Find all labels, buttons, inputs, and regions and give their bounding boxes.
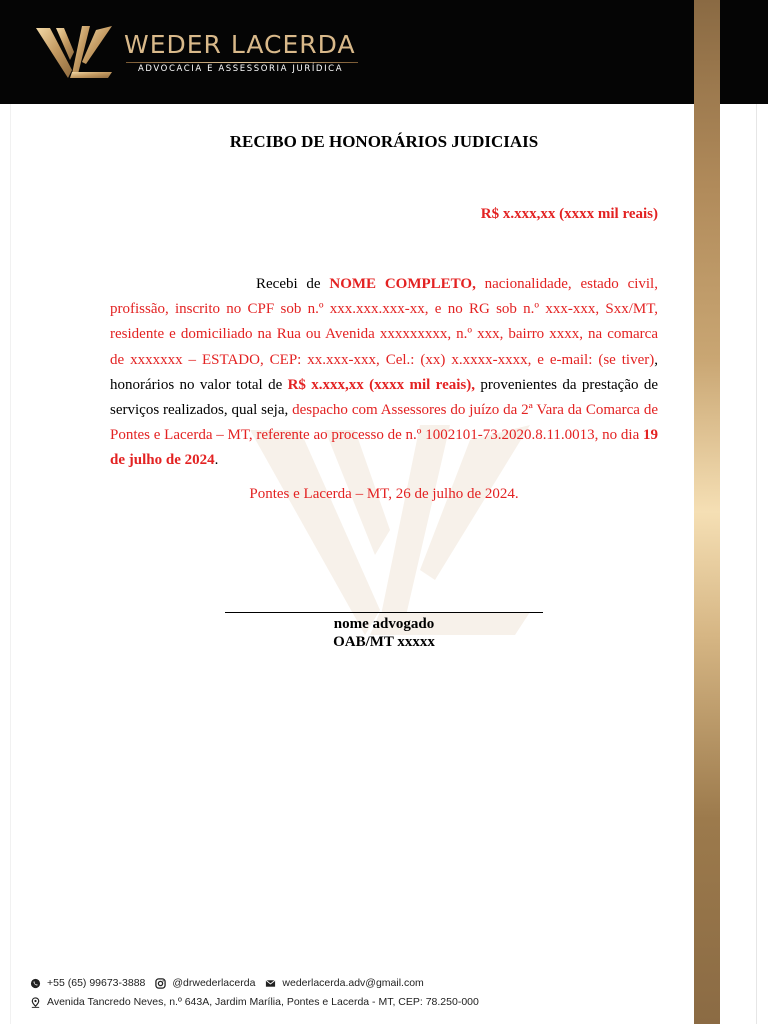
receipt-amount: R$ x.xxx,xx (xxxx mil reais) [480, 206, 658, 222]
page-border-left [10, 104, 11, 1024]
mail-icon [265, 978, 276, 989]
letterhead-header [0, 0, 768, 104]
whatsapp-icon [30, 978, 41, 989]
service-description: despacho com Assessores do juízo da 2ª Vara da Comarca de Pontes e Lacerda – MT, referente ao processo de n.º 1002101-73.2020.8.11.0013, no dia [110, 402, 659, 444]
signature-oab: OAB/MT xxxxx [333, 634, 435, 650]
service-date: 19 de julho de 2024 [110, 427, 658, 469]
location-pin-icon [30, 997, 41, 1008]
body-text-end: . [214, 452, 219, 469]
footer-email: wederlacerda.adv@gmail.com [282, 977, 424, 989]
body-amount: R$ x.xxx,xx (xxxx mil reais), [287, 376, 475, 393]
body-text-services: provenientes da prestação de serviços realizados, qual seja, [110, 376, 659, 419]
signature-line [225, 612, 543, 613]
receipt-body [110, 272, 658, 474]
payer-name: NOME COMPLETO, [329, 276, 476, 292]
gold-side-stripe [694, 0, 720, 1024]
vl-monogram-icon [34, 24, 114, 82]
footer-contacts [30, 977, 424, 989]
page-border-right [756, 104, 757, 1024]
brand-name: WEDER LACERDA [124, 30, 356, 59]
brand-tagline: ADVOCACIA E ASSESSORIA JURÍDICA [138, 64, 344, 74]
place-and-date: Pontes e Lacerda – MT, 26 de julho de 2024. [249, 486, 519, 502]
footer-instagram: @drwederlacerda [172, 977, 256, 989]
body-text-intro: Recebi de [256, 276, 330, 292]
payer-qualification: nacionalidade, estado civil, profissão, inscrito no CPF sob n.º xxx.xxx.xxx-xx, e no RG sob n.º xxx-xxx, Sxx/MT, residente e domiciliado na Rua ou Avenida xxxxxxxxx, n.º xxx, bairro xxxx, na comarca de xxxxxxx – ESTADO, CEP: xx.xxx-xxx, Cel.: (xx) x.xxxx-xxxx, e e-mail: (se tiver) [110, 276, 658, 368]
footer-phone: +55 (65) 99673-3888 [47, 977, 146, 989]
signature-name: nome advogado [333, 616, 435, 632]
footer-address: Avenida Tancredo Neves, n.º 643A, Jardim Marília, Pontes e Lacerda - MT, CEP: 78.250-000 [47, 996, 479, 1008]
footer-address-row [30, 996, 479, 1008]
document-title: RECIBO DE HONORÁRIOS JUDICIAIS [229, 132, 539, 151]
instagram-icon [155, 978, 166, 989]
body-text-fees: , honorários no valor total de [110, 351, 658, 393]
brand-divider [126, 62, 358, 63]
